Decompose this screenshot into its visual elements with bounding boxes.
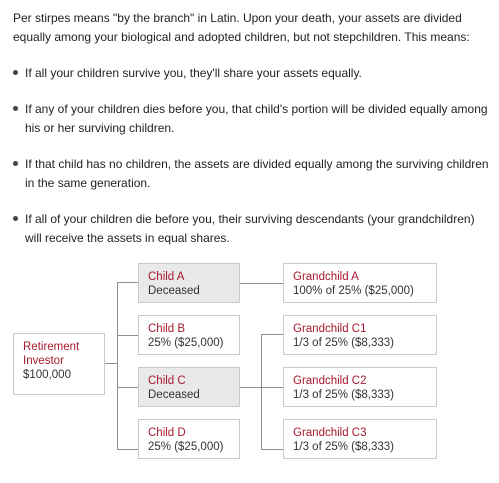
intro-paragraph: Per stirpes means "by the branch" in Latin. Upon your death, your assets are divided equally among your biological and adopted children, but not stepchildren. This means: [13,11,470,44]
bullet-text: If any of your children dies before you, that child's portion will be divided equally among his or her surviving children. [25,102,488,135]
child-d-name: Child D [148,427,186,439]
grandchild-c3-detail: 1/3 of 25% ($8,333) [293,441,395,453]
grandchild-c2-detail: 1/3 of 25% ($8,333) [293,389,395,401]
connector-child-c [117,387,138,388]
bullet-item-all-survive [13,64,491,83]
connector-child-c-stub [240,387,261,388]
investor-label-line2: Investor [23,355,64,367]
bullet-item-no-grandchildren [13,155,491,193]
grandchild-c2-name: Grandchild C2 [293,375,367,387]
bullet-text: If that child has no children, the assets are divided equally among the surviving children in the same generation. [25,157,489,190]
bullet-dot-icon [13,216,18,221]
connector-children-trunk [117,282,118,449]
child-a-detail: Deceased [148,285,200,297]
grandchild-a-box [283,263,437,303]
grandchild-c1-name: Grandchild C1 [293,323,367,335]
child-b-detail: 25% ($25,000) [148,337,224,349]
child-b-box [138,315,240,355]
investor-box [13,333,105,395]
bullet-dot-icon [13,106,18,111]
connector-child-a-to-grandchild-a [240,283,283,284]
connector-child-b [117,335,138,336]
per-stirpes-diagram [0,255,499,483]
connector-child-d [117,449,138,450]
connector-investor-stub [105,363,117,364]
connector-grandchild-c1 [261,334,283,335]
grandchild-c1-detail: 1/3 of 25% ($8,333) [293,337,395,349]
connector-grandchild-c3 [261,449,283,450]
child-c-name: Child C [148,375,186,387]
child-a-name: Child A [148,271,185,283]
investor-amount: $100,000 [23,369,71,381]
connector-child-a [117,282,138,283]
bullet-dot-icon [13,161,18,166]
child-d-detail: 25% ($25,000) [148,441,224,453]
bullet-item-all-predecease [13,210,491,248]
grandchild-a-name: Grandchild A [293,271,359,283]
connector-grandchild-c2 [261,387,283,388]
bullet-text: If all your children survive you, they'll share your assets equally. [25,66,362,80]
grandchild-c1-box [283,315,437,355]
bullet-dot-icon [13,70,18,75]
bullet-item-child-predeceases [13,100,491,138]
child-a-box [138,263,240,303]
grandchild-c3-name: Grandchild C3 [293,427,367,439]
child-c-box [138,367,240,407]
bullet-text: If all of your children die before you, their surviving descendants (your grandchildren) will receive the assets in equal shares. [25,212,475,245]
grandchild-a-detail: 100% of 25% ($25,000) [293,285,414,297]
child-d-box [138,419,240,459]
connector-grandchildren-trunk [261,334,262,449]
grandchild-c3-box [283,419,437,459]
grandchild-c2-box [283,367,437,407]
child-b-name: Child B [148,323,186,335]
investor-label-line1: Retirement [23,341,80,353]
child-c-detail: Deceased [148,389,200,401]
